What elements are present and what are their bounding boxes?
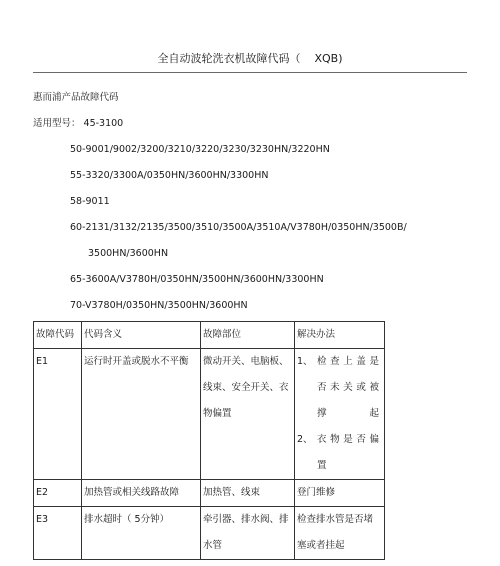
cell-part (201, 349, 295, 480)
header-solution: 解决办法 (295, 322, 385, 349)
models-label: 适用型号： 45-3100 (33, 118, 124, 129)
model-line: 50-9001/9002/3200/3210/3220/3230/3230HN/3220HN (70, 144, 330, 155)
fault-meaning: 排水超时（ 5分钟） (84, 514, 170, 525)
fault-part: 加热管、线束 (203, 487, 261, 498)
table-row (34, 507, 385, 560)
table-row (34, 480, 385, 507)
solution-item (297, 427, 382, 479)
solution-text: 登门维修 (297, 487, 336, 498)
fault-meaning: 加热管或相关线路故障 (84, 487, 180, 498)
title-divider (33, 72, 467, 73)
fault-meaning: 运行时开盖或脱水不平衡 (84, 356, 189, 367)
model-line: 70-V3780H/0350HN/3500HN/3600HN (70, 300, 248, 311)
solution-number: 2、 (297, 434, 313, 445)
model-line: 3500HN/3600HN (88, 248, 169, 259)
cell-part (201, 507, 295, 560)
fault-code: E1 (36, 356, 49, 367)
model-line: 65-3600A/V3780H/0350HN/3500HN/3600HN/3300HN (70, 274, 324, 285)
solution-text: 检查上盖是否未关或被撑起 (317, 356, 382, 419)
cell-solution (295, 507, 385, 560)
solution-item (297, 349, 382, 427)
document-title: 全自动波轮洗衣机故障代码（ XQB) (157, 52, 343, 65)
fault-part: 牵引器、排水阀、排水管 (203, 514, 289, 551)
cell-meaning (82, 480, 201, 507)
header-code: 故障代码 (34, 322, 82, 349)
header-part: 故障部位 (201, 322, 295, 349)
cell-meaning (82, 349, 201, 480)
fault-part: 微动开关、电脑板、线束、安全开关、衣物偏置 (203, 356, 289, 419)
model-line: 55-3320/3300A/0350HN/3600HN/3300HN (70, 170, 269, 181)
fault-code: E3 (36, 514, 49, 525)
cell-part (201, 480, 295, 507)
solution-text: 衣物是否偏置 (317, 434, 382, 471)
table-header-row (34, 322, 385, 349)
cell-code (34, 349, 82, 480)
fault-code: E2 (36, 487, 49, 498)
table-row (34, 349, 385, 480)
header-meaning: 代码含义 (82, 322, 201, 349)
fault-code-table (33, 321, 385, 560)
cell-code (34, 507, 82, 560)
cell-code (34, 480, 82, 507)
model-line: 60-2131/3132/2135/3500/3510/3500A/3510A/V3780H/0350HN/3500B/ (70, 222, 407, 233)
model-line: 58-9011 (70, 196, 110, 207)
cell-meaning (82, 507, 201, 560)
cell-solution (295, 480, 385, 507)
solution-number: 1、 (297, 356, 313, 367)
brand-heading: 惠而浦产品故障代码 (33, 92, 119, 103)
solution-text: 检查排水管是否堵塞或者挂起 (297, 514, 374, 551)
cell-solution (295, 349, 385, 480)
